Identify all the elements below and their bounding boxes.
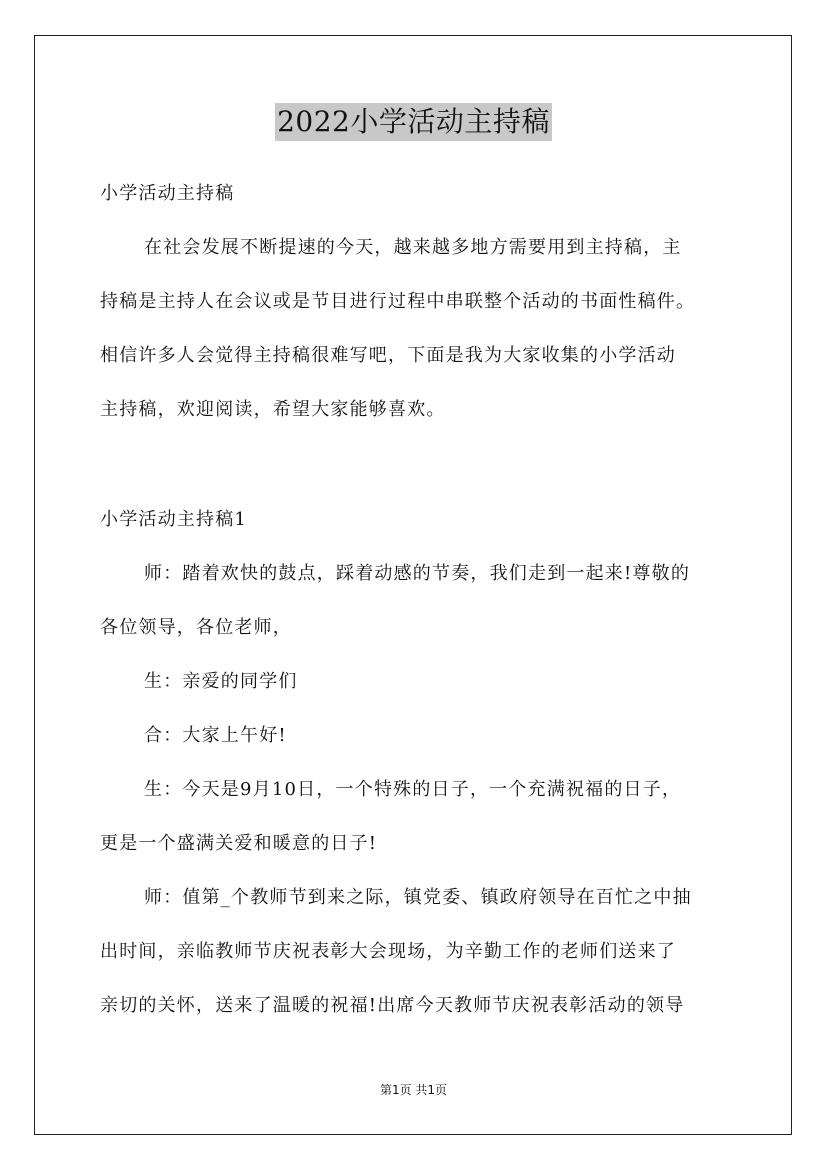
- paragraph-line: 相信许多人会觉得主持稿很难写吧，下面是我为大家收集的小学活动: [100, 345, 676, 366]
- document-title: 2022小学活动主持稿: [275, 103, 552, 141]
- paragraph-line: 亲切的关怀，送来了温暖的祝福!出席今天教师节庆祝表彰活动的领导: [100, 995, 685, 1016]
- section-heading: 小学活动主持稿: [100, 183, 235, 204]
- paragraph-line: 更是一个盛满关爱和暖意的日子!: [100, 833, 378, 854]
- paragraph-line: 主持稿，欢迎阅读，希望大家能够喜欢。: [100, 399, 446, 420]
- title-container: [0, 103, 827, 141]
- paragraph-line: 师：踏着欢快的鼓点，踩着动感的节奏，我们走到一起来!尊敬的: [144, 563, 691, 584]
- paragraph-line: 生：今天是9月10日，一个特殊的日子，一个充满祝福的日子，: [144, 779, 682, 800]
- section-heading: 小学活动主持稿1: [100, 509, 248, 530]
- paragraph-line: 生：亲爱的同学们: [144, 671, 298, 692]
- page-footer: 第1页 共1页: [379, 1083, 448, 1097]
- paragraph-line: 持稿是主持人在会议或是节目进行过程中串联整个活动的书面性稿件。: [100, 291, 696, 312]
- paragraph-line: 出时间，亲临教师节庆祝表彰大会现场，为辛勤工作的老师们送来了: [100, 941, 676, 962]
- paragraph-line: 在社会发展不断提速的今天，越来越多地方需要用到主持稿，主: [144, 237, 682, 258]
- paragraph-line: 合：大家上午好!: [144, 725, 287, 746]
- paragraph-line: 师：值第_个教师节到来之际，镇党委、镇政府领导在百忙之中抽: [144, 887, 692, 908]
- paragraph-line: 各位领导，各位老师，: [100, 617, 292, 638]
